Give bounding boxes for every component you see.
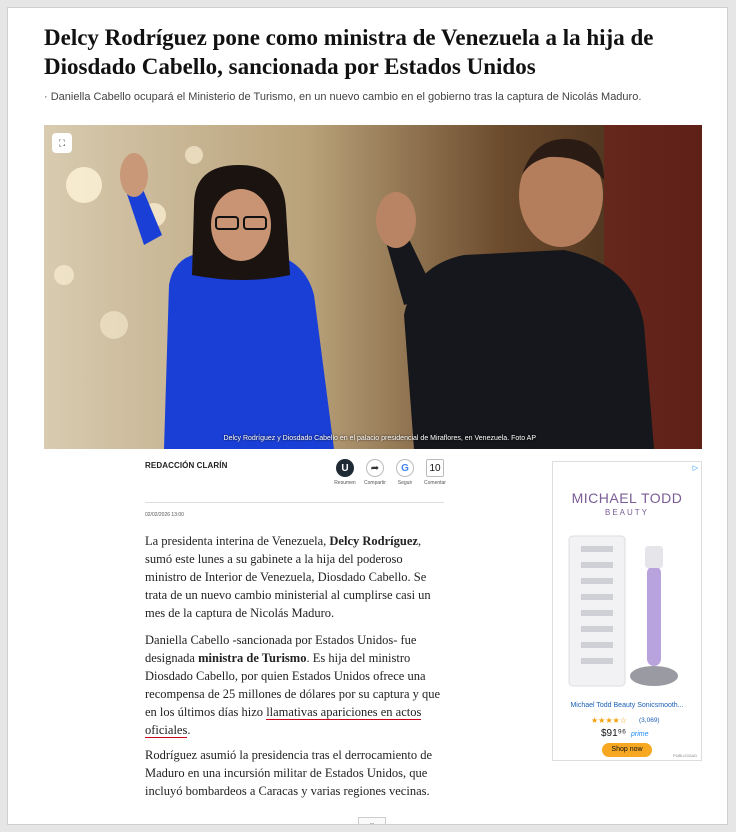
expand-photo-button[interactable] [52,133,72,153]
p1-text-c: , sumó este lunes a su gabinete a la hija del poderoso ministro de Interior de Venezuela, Diosdado Cabello. Se trata de un nuevo cambio ministerial al cumplirse casi un mes de la captura de Nicolás Maduro. [145,534,431,620]
ad-product-title[interactable]: Michael Todd Beauty Sonicsmooth... [570,702,684,709]
expand-icon: ⛶ [58,137,66,148]
p2-text-c: . Es hija del ministro Diosdado Cabello, por quien Estados Unidos ofrece una recompensa de 25 millones de dólares por su captura y que en los últimos días hizo [145,651,441,719]
p1-bold: Delcy Rodríguez [329,534,418,548]
ad-price: $91⁹⁶ [601,728,627,739]
share-button[interactable] [364,459,386,486]
paragraph-1 [145,532,441,622]
share-label: Compartir [364,480,386,486]
p2-text-d: . [187,723,191,737]
summary-u-icon: U [336,459,354,477]
summary-button[interactable] [334,459,356,486]
ad-rating-count: (3,069) [639,717,660,724]
scroll-more-button[interactable] [358,817,386,825]
summary-label: Resumen [334,480,356,486]
headline: Delcy Rodríguez pone como ministra de Venezuela a la hija de Diosdado Cabello, sancionada por Estados Unidos [44,25,654,79]
p2-text-a: Daniella Cabello -sancionada por Estados Unidos- fue designada [145,633,417,665]
follow-button[interactable] [394,459,416,486]
main-photo[interactable] [44,125,702,449]
ad-brand-sub: BEAUTY [604,508,649,517]
ad-sponsored-label: PUBLICIDAD [672,753,697,758]
comments-count: 10 [426,459,444,477]
adchoices-icon[interactable]: ▷ [692,465,698,472]
paragraph-2 [145,631,441,739]
divider [145,502,444,503]
publish-date: 02/02/2026 13:00 [145,512,184,518]
share-arrow-icon: ➦ [366,459,384,477]
ad-product-image [561,526,693,696]
photo-illustration [44,125,702,449]
comments-label: Comentar [424,480,446,486]
chevron-down-icon: ⌄ [368,818,376,825]
p1-text-a: La presidenta interina de Venezuela, [145,534,330,548]
paragraph-3: Rodríguez asumió la presidencia tras el derrocamiento de Maduro en una incursión militar de Estados Unidos, que incluyó bombardeos a Caracas y varias regiones vecinas. [145,748,433,798]
ad-brand: MICHAEL TODD [571,490,683,506]
p2-bold: ministra de Turismo [198,651,307,665]
google-g-icon: G [396,459,414,477]
ad-shop-now-button[interactable]: Shop now [602,743,652,757]
ad-rating-stars: ★★★★☆ [591,716,627,725]
byline: REDACCIÓN CLARÍN [145,461,228,470]
p2-inline-link[interactable]: llamativas apariciones en actos oficiales [145,705,422,737]
article-tools [334,459,446,486]
follow-label: Seguir [397,480,413,486]
ad-prime-badge: prime [631,731,649,738]
lead-summary: · Daniella Cabello ocupará el Ministerio de Turismo, en un nuevo cambio en el gobierno tras la captura de Nicolás Maduro. [44,91,642,103]
advertisement[interactable] [552,461,702,761]
comments-button[interactable] [424,459,446,486]
photo-caption: Delcy Rodríguez y Diosdado Cabello en el palacio presidencial de Miraflores, en Venezuela. Foto AP [223,435,536,442]
article-page [7,7,728,825]
